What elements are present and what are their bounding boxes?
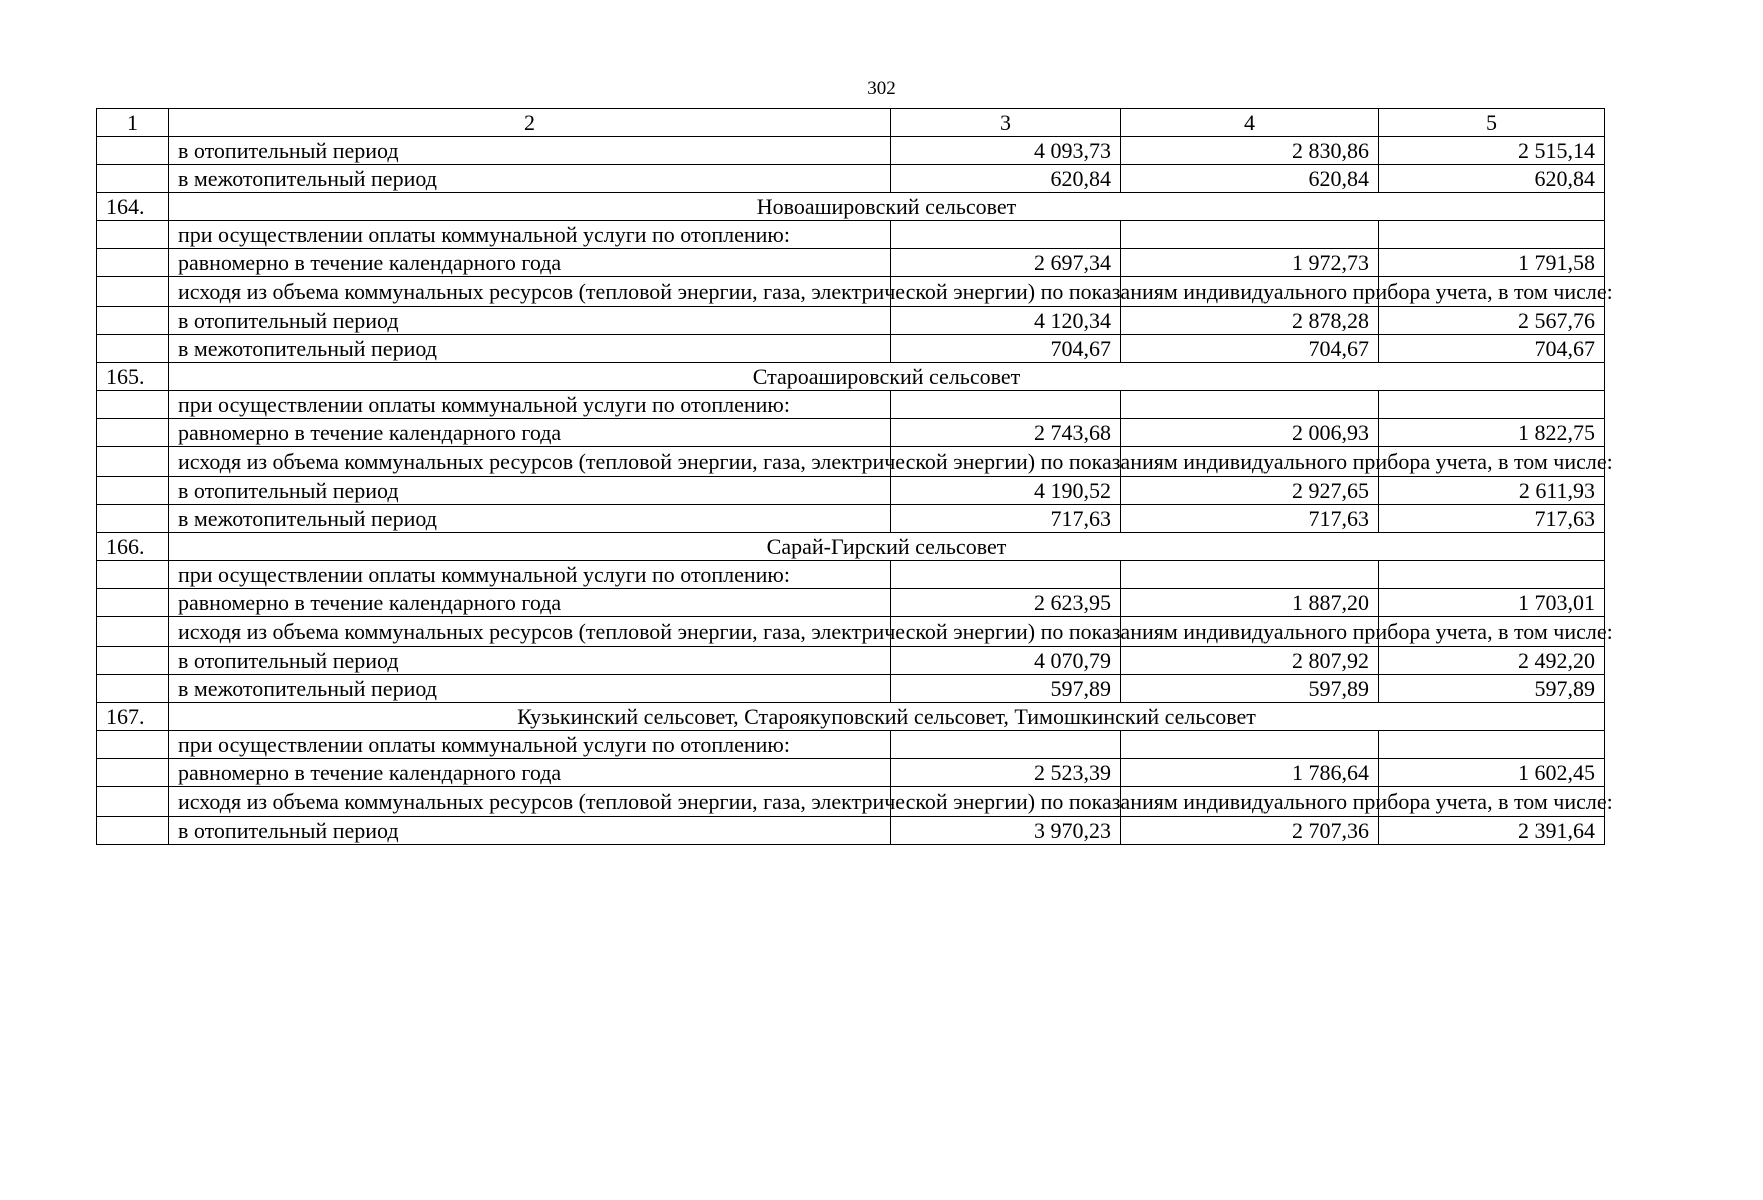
table-row [97,589,1605,617]
value-cell-3 [891,221,1121,249]
section-row [97,703,1605,731]
table-row [97,787,1605,817]
row-label: исходя из объема коммунальных ресурсов (тепловой энергии, газа, электрической энергии) по показаниям индивидуального прибора учета, в том числе: [169,277,891,307]
row-label: при осуществлении оплаты коммунальной услуги по отоплению: [169,731,891,759]
row-label: в отопительный период [169,647,891,675]
table-row [97,391,1605,419]
value-cell-4: 2 807,92 [1121,647,1379,675]
value-cell-5: 620,84 [1379,165,1605,193]
value-cell-3: 2 743,68 [891,419,1121,447]
table-row [97,137,1605,165]
row-number-cell [97,787,169,817]
value-cell-4: 1 972,73 [1121,249,1379,277]
value-cell-4: 704,67 [1121,335,1379,363]
tariff-table-body [97,109,1613,845]
value-cell-3: 3 970,23 [891,817,1121,845]
table-row [97,277,1605,307]
row-label: равномерно в течение календарного года [169,419,891,447]
table-row [97,447,1605,477]
value-cell-4: 597,89 [1121,675,1379,703]
value-cell-3: 2 623,95 [891,589,1121,617]
value-cell-4: 1 887,20 [1121,589,1379,617]
row-number-cell [97,731,169,759]
value-cell-3 [891,391,1121,419]
row-label: равномерно в течение календарного года [169,589,891,617]
value-cell-3 [891,561,1121,589]
table-row [97,165,1605,193]
row-number-cell [97,165,169,193]
value-cell-5: 2 515,14 [1379,137,1605,165]
value-cell-3: 597,89 [891,675,1121,703]
value-cell-4: 2 927,65 [1121,477,1379,505]
value-cell-5: 2 611,93 [1379,477,1605,505]
value-cell-4: 1 786,64 [1121,759,1379,787]
row-label: в отопительный период [169,477,891,505]
header-col-3: 3 [891,109,1121,137]
section-title: Сарай-Гирский сельсовет [169,533,1605,561]
value-cell-5 [1379,731,1605,759]
row-number-cell [97,391,169,419]
value-cell-4 [1121,731,1379,759]
value-cell-4 [1121,391,1379,419]
table-row [97,249,1605,277]
value-cell-5: 2 391,64 [1379,817,1605,845]
row-number-cell [97,675,169,703]
section-number: 167. [97,703,169,731]
row-number-cell [97,137,169,165]
row-label: в межотопительный период [169,505,891,533]
row-label: в отопительный период [169,307,891,335]
value-cell-5 [1379,561,1605,589]
value-cell-4 [1121,561,1379,589]
value-cell-4: 2 006,93 [1121,419,1379,447]
table-row [97,477,1605,505]
row-number-cell [97,447,169,477]
section-number: 164. [97,193,169,221]
value-cell-5: 2 567,76 [1379,307,1605,335]
value-cell-5: 704,67 [1379,335,1605,363]
row-label: исходя из объема коммунальных ресурсов (тепловой энергии, газа, электрической энергии) по показаниям индивидуального прибора учета, в том числе: [169,787,891,817]
table-row [97,419,1605,447]
row-label: равномерно в течение календарного года [169,249,891,277]
row-number-cell [97,617,169,647]
row-number-cell [97,589,169,617]
table-row [97,505,1605,533]
value-cell-3: 4 120,34 [891,307,1121,335]
row-label: в межотопительный период [169,335,891,363]
table-row [97,335,1605,363]
value-cell-3: 2 697,34 [891,249,1121,277]
section-row [97,193,1605,221]
row-number-cell [97,335,169,363]
row-label: исходя из объема коммунальных ресурсов (тепловой энергии, газа, электрической энергии) по показаниям индивидуального прибора учета, в том числе: [169,617,891,647]
table-row [97,561,1605,589]
section-title: Новоашировский сельсовет [169,193,1605,221]
value-cell-5: 1 791,58 [1379,249,1605,277]
value-cell-4: 2 878,28 [1121,307,1379,335]
table-row [97,675,1605,703]
value-cell-4 [1121,221,1379,249]
value-cell-3: 4 070,79 [891,647,1121,675]
header-col-5: 5 [1379,109,1605,137]
header-col-1: 1 [97,109,169,137]
value-cell-5: 597,89 [1379,675,1605,703]
value-cell-3: 717,63 [891,505,1121,533]
row-label: в межотопительный период [169,675,891,703]
row-number-cell [97,759,169,787]
row-label: исходя из объема коммунальных ресурсов (тепловой энергии, газа, электрической энергии) по показаниям индивидуального прибора учета, в том числе: [169,447,891,477]
row-number-cell [97,505,169,533]
section-row [97,533,1605,561]
section-row [97,363,1605,391]
row-number-cell [97,419,169,447]
value-cell-4: 2 830,86 [1121,137,1379,165]
section-title: Староашировский сельсовет [169,363,1605,391]
value-cell-5: 1 602,45 [1379,759,1605,787]
row-number-cell [97,561,169,589]
row-number-cell [97,647,169,675]
value-cell-3: 2 523,39 [891,759,1121,787]
value-cell-5: 717,63 [1379,505,1605,533]
value-cell-3: 4 093,73 [891,137,1121,165]
row-number-cell [97,221,169,249]
row-label: равномерно в течение календарного года [169,759,891,787]
row-label: при осуществлении оплаты коммунальной услуги по отоплению: [169,221,891,249]
tariff-table [96,108,1613,845]
row-number-cell [97,817,169,845]
row-number-cell [97,307,169,335]
section-title: Кузькинский сельсовет, Староякуповский сельсовет, Тимошкинский сельсовет [169,703,1605,731]
header-col-2: 2 [169,109,891,137]
value-cell-4: 2 707,36 [1121,817,1379,845]
table-row [97,617,1605,647]
header-col-4: 4 [1121,109,1379,137]
value-cell-3: 4 190,52 [891,477,1121,505]
row-number-cell [97,249,169,277]
value-cell-5: 1 703,01 [1379,589,1605,617]
value-cell-3: 620,84 [891,165,1121,193]
value-cell-4: 717,63 [1121,505,1379,533]
value-cell-5: 1 822,75 [1379,419,1605,447]
value-cell-5 [1379,391,1605,419]
row-label: в отопительный период [169,137,891,165]
table-row [97,817,1605,845]
row-label: в межотопительный период [169,165,891,193]
value-cell-3 [891,731,1121,759]
section-number: 165. [97,363,169,391]
row-label: в отопительный период [169,817,891,845]
table-row [97,647,1605,675]
row-number-cell [97,277,169,307]
value-cell-5 [1379,221,1605,249]
row-label: при осуществлении оплаты коммунальной услуги по отоплению: [169,561,891,589]
table-row [97,307,1605,335]
page-number: 302 [867,78,896,99]
value-cell-5: 2 492,20 [1379,647,1605,675]
value-cell-4: 620,84 [1121,165,1379,193]
row-number-cell [97,477,169,505]
value-cell-3: 704,67 [891,335,1121,363]
row-label: при осуществлении оплаты коммунальной услуги по отоплению: [169,391,891,419]
section-number: 166. [97,533,169,561]
table-row [97,759,1605,787]
table-row [97,731,1605,759]
table-row [97,221,1605,249]
table-header-row [97,109,1605,137]
